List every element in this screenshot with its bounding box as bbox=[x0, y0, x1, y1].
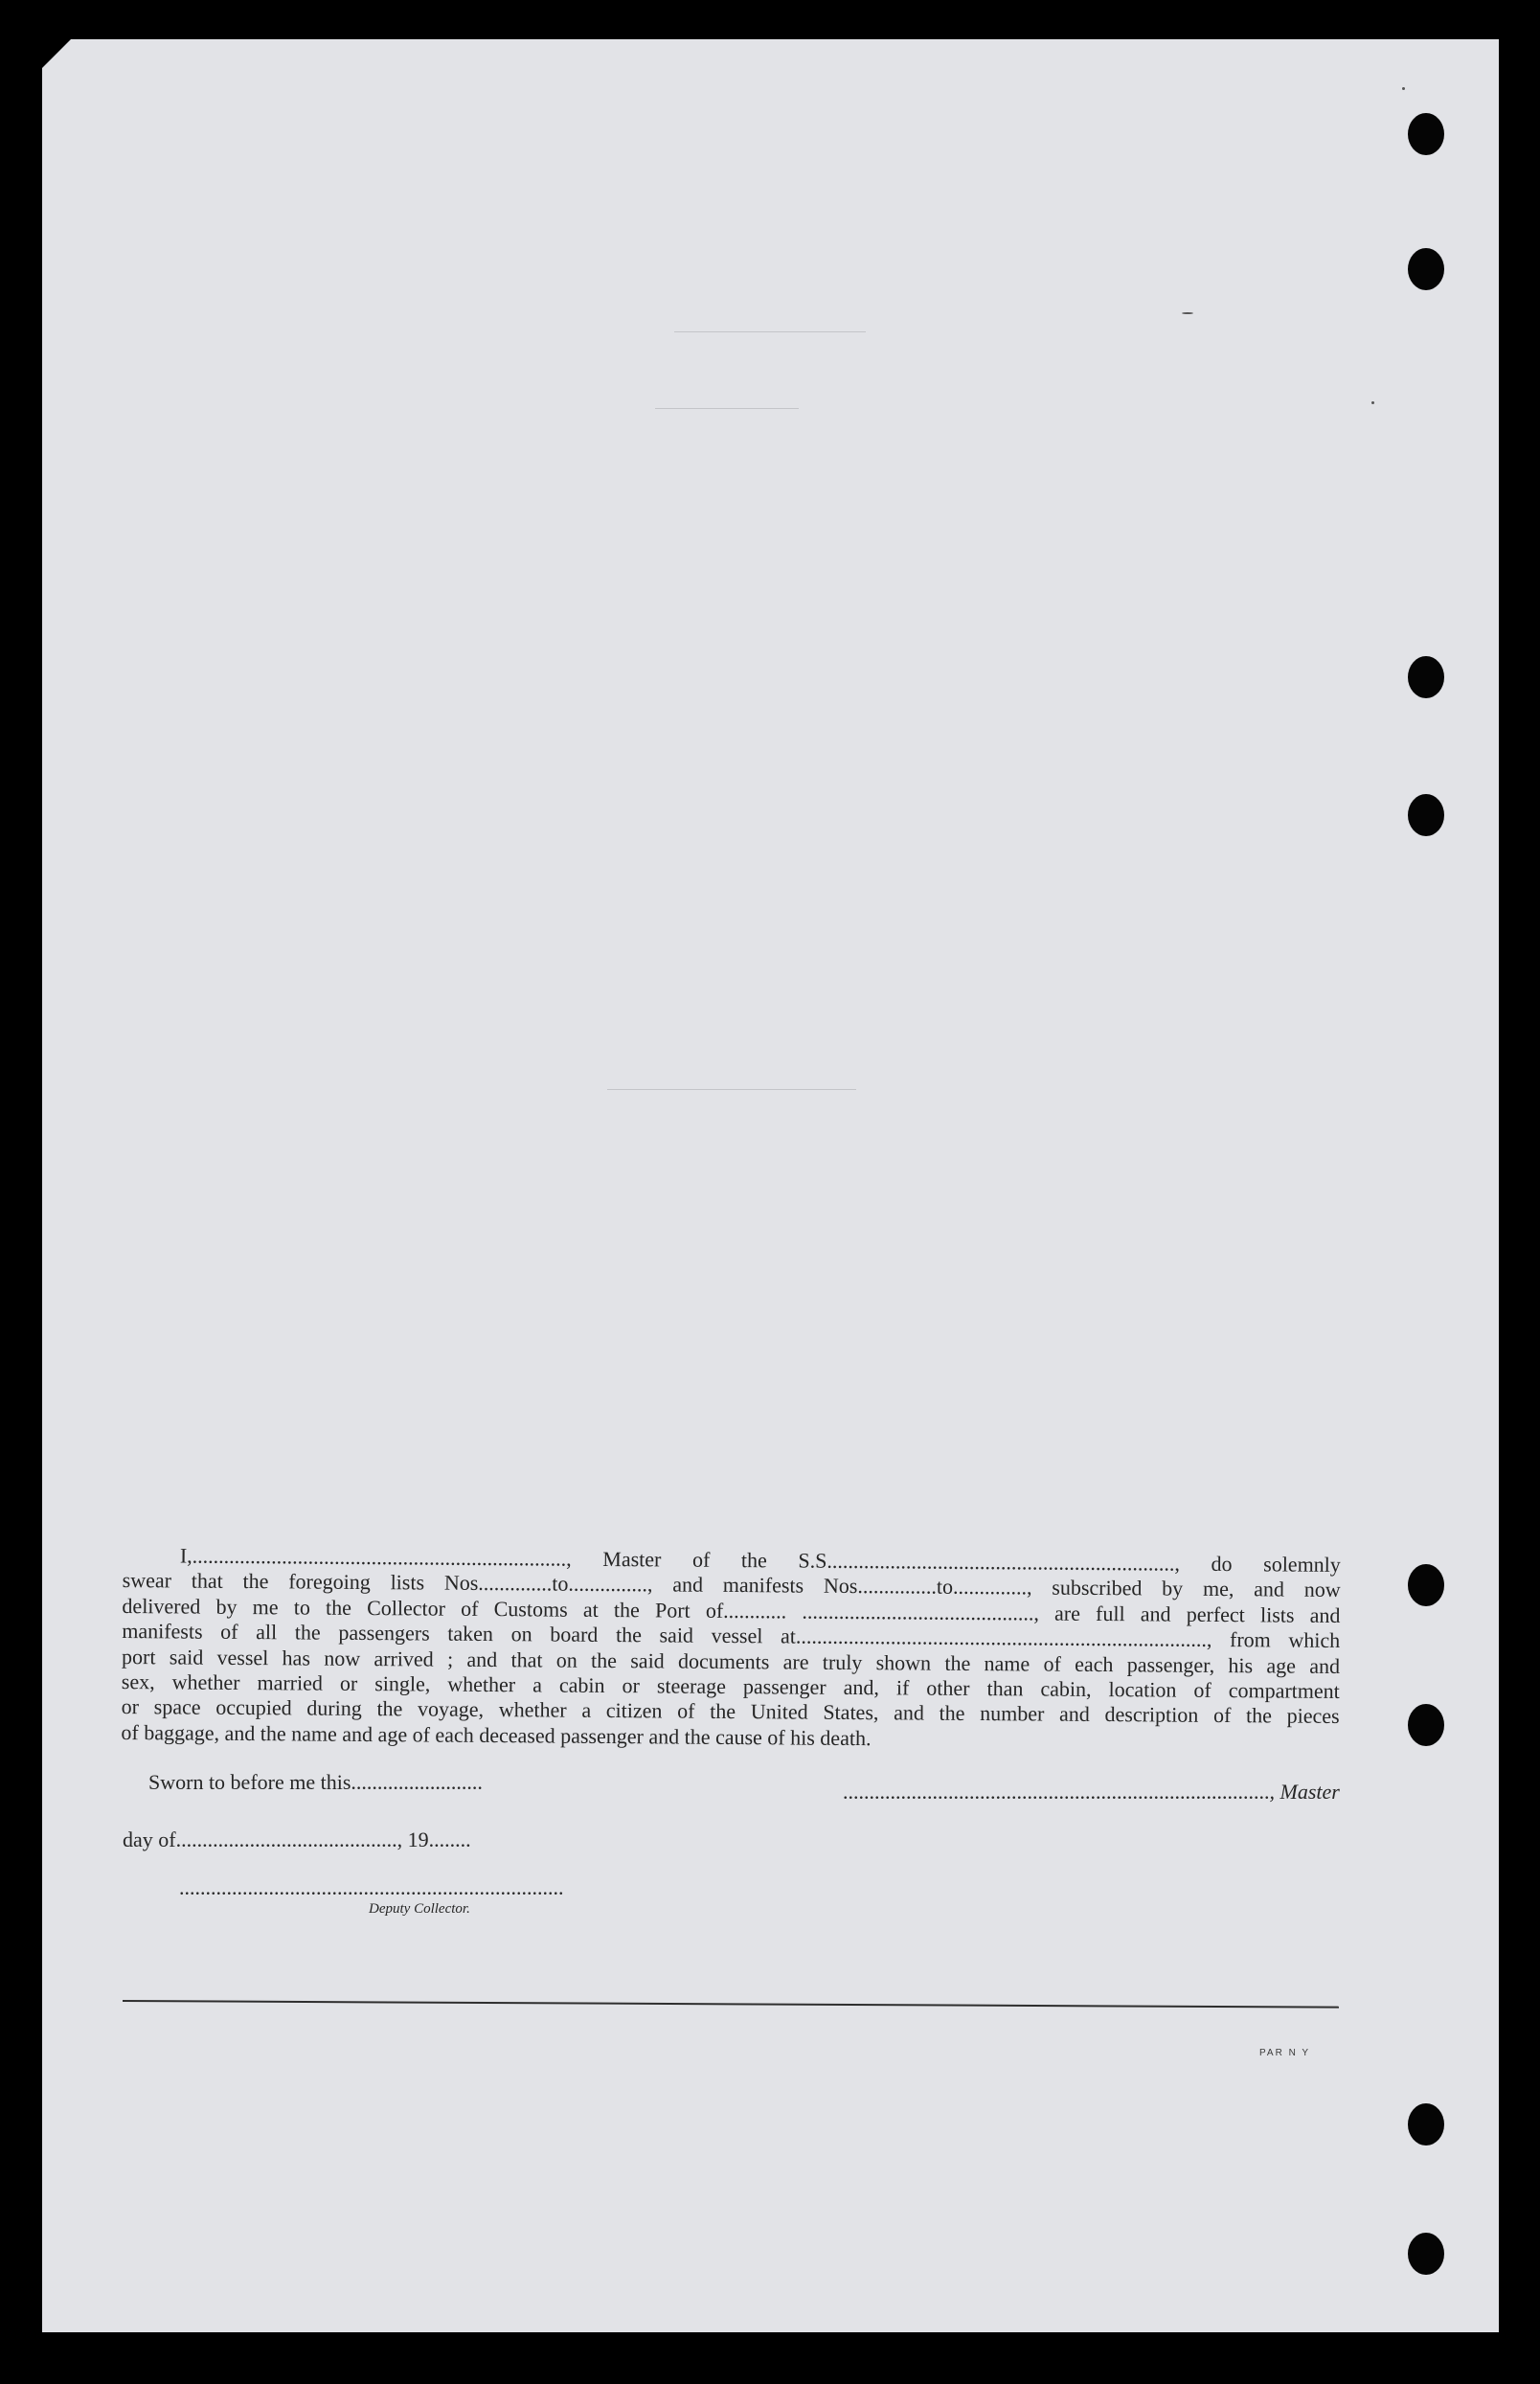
oath-line-5: port said vessel has now arrived ; and that on the said documents are truly shown the name of each passenger, his age and bbox=[121, 1644, 1341, 1678]
punch-hole-7 bbox=[1408, 2103, 1444, 2146]
sworn-before-line: Sworn to before me this......................... bbox=[148, 1770, 483, 1794]
oath-paragraph bbox=[121, 1543, 1341, 1755]
master-signature-dots: ................................................................................. bbox=[843, 1780, 1270, 1804]
punch-hole-8 bbox=[1408, 2233, 1444, 2275]
oath-line-6: sex, whether married or single, whether a cabin or steerage passenger and, if other than cabin, location of compartment bbox=[121, 1669, 1340, 1704]
deputy-collector-label: Deputy Collector. bbox=[369, 1901, 470, 1917]
oath-line-4: manifests of all the passengers taken on board the said vessel at.............................................................................., from which bbox=[122, 1619, 1341, 1653]
oath-line-7: or space occupied during the voyage, whether a citizen of the United States, and the number and description of the pieces bbox=[121, 1694, 1340, 1729]
punch-hole-1 bbox=[1408, 113, 1444, 155]
oath-line-3: delivered by me to the Collector of Customs at the Port of............ ............................................, are full and perfect lists and bbox=[122, 1593, 1341, 1627]
manifest-page bbox=[42, 39, 1499, 2332]
master-signature-line bbox=[843, 1780, 1340, 1805]
day-of-line: day of.........................................., 19........ bbox=[123, 1828, 471, 1851]
oath-line-1: I,......................................................................., Master of the S.S.................................................................., do solemnly bbox=[179, 1543, 1341, 1577]
punch-hole-2 bbox=[1408, 248, 1444, 290]
punch-hole-6 bbox=[1408, 1704, 1444, 1746]
oath-line-8: of baggage, and the name and age of each deceased passenger and the cause of his death. bbox=[121, 1719, 872, 1750]
oath-line-2: swear that the foregoing lists Nos..............to..............., and manifests Nos...............to.............., subscribed by me, and now bbox=[122, 1568, 1341, 1602]
punch-hole-4 bbox=[1408, 794, 1444, 836]
deputy-signature-dots: ......................................................................... bbox=[179, 1875, 564, 1899]
punch-hole-5 bbox=[1408, 1564, 1444, 1606]
printer-mark: PAR N Y bbox=[1259, 2048, 1311, 2058]
punch-hole-3 bbox=[1408, 656, 1444, 698]
master-role-label: , Master bbox=[1269, 1780, 1340, 1804]
